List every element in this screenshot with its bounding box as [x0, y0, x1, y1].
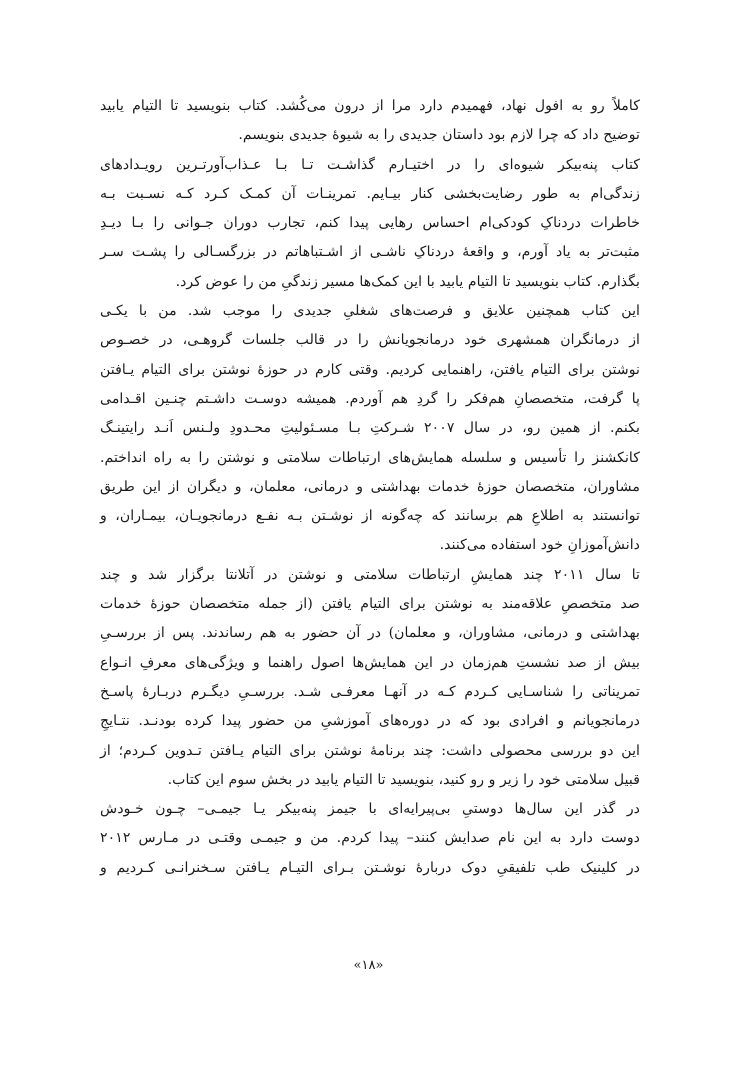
text-line: بیش از صد نشستِ هم‌زمان در این همایش‌ها اصول راهنما و ویژگی‌های معرفِ انـواع: [100, 654, 640, 671]
text-line: مثبت‌تر به یاد آورم، و واقعهٔ دردناکِ ناشـی از اشـتباهاتم در بزرگسـالی را پشـت سـر: [100, 244, 640, 261]
text-line: درمانجویانم و افرادی بود که در دوره‌های آموزشیِ من حضور پیدا کرده بودنـد. نتـایجِ: [100, 713, 640, 730]
text-line: خاطرات دردناکِ کودکی‌ام احساس رهایی پیدا کنم، تجارب دوران جـوانی را بـا دیـدِ: [100, 215, 640, 232]
text-line: کاملاً رو به افول نهاد، فهمیدم دارد مرا از درون می‌کُشد. کتاب بنویسید تا التیام یابید: [100, 98, 640, 114]
text-line: بگذارم. کتاب بنویسید تا التیام یابید با این کمک‌ها مسیر زندگیِ من را عوض کرد.: [175, 273, 640, 290]
text-line: توانستند به اطلاعِ هم برسانند که چه‌گونه از نوشـتن بـه نفـع درمانجویـان، بیمـاران، و: [100, 508, 640, 525]
text-line: در گذر این سال‌ها دوستیِ بی‌پیرایه‌ای با جیمز پنه‌بیکر یـا جیمـی– چـون خـودش: [100, 801, 640, 818]
text-line: صد متخصصِ علاقه‌مند به نوشتن برای التیام یافتن (از جمله متخصصان حوزهٔ خدمات: [100, 596, 640, 613]
text-line: زندگی‌ام به طور رضایت‌بخشی کنار بیـایم. تمرینـات آن کمـک کـرد کـه نسـبت بـه: [100, 185, 640, 202]
body-text: [100, 92, 640, 883]
text-line: کتاب پنه‌بیکر شیوه‌ای را در اختیـارم گذاشـت تـا بـا عـذاب‌آورتـرین رویـدادهای: [100, 156, 640, 173]
text-line: دانش‌آموزانِ خود استفاده می‌کنند.: [439, 537, 640, 554]
text-line: این کتاب همچنین علایق و فرصت‌های شغلیِ جدیدی را موجب شد. من با یکـی: [100, 303, 640, 320]
page-number: «۱۸»: [353, 958, 384, 973]
text-line: دوست دارد به این نام صدایش کنند– پیدا کردم. من و جیمـی وقتـی در مـارس ۲۰۱۲: [100, 830, 640, 847]
text-line: تا سال ۲۰۱۱ چند همایشِ ارتباطات سلامتی و نوشتن در آتلانتا برگزار شد و چند: [100, 566, 641, 583]
text-line: بهداشتی و درمانی، مشاوران، و معلمان) در آن حضور به هم رساندند. پس از بررسـیِ: [100, 625, 640, 642]
text-line: کانکشنز را تأسیس و سلسله همایش‌های ارتباطات سلامتی و نوشتن را به راه انداختم.: [100, 449, 640, 466]
text-line: نوشتن برای التیام یافتن، راهنمایی کردیم. وقتی کارم در حوزهٔ نوشتن برای التیام یـافتن: [100, 361, 640, 378]
text-line: پا گرفت، متخصصانِ هم‌فکر را گردِ هم آوردم. همیشه دوسـت داشـتم چنـین اقـدامی: [100, 390, 640, 407]
text-line: تمریناتی را شناسـایی کـردم کـه در آنهـا معرفـی شـد. بررسـیِ دیگـرم دربـارهٔ پاسـخ: [100, 683, 640, 700]
text-line: در کلینیک طب تلفیقیِ دوک دربارهٔ نوشـتن بـرای التیـام یـافتن سـخنرانـی کـردیم و: [100, 859, 640, 876]
text-line: توضیح داد که چرا لازم بود داستان جدیدی را به شیوهٔ جدیدی بنویسم.: [238, 127, 640, 144]
text-line: این دو بررسی محصولی داشت: چند برنامهٔ نوشتن برای التیام یـافتن تـدوین کـردم؛ از: [100, 742, 640, 759]
text-line: بکنم. از همین رو، در سال ۲۰۰۷ شـرکتِ بـا مسـئولیتِ محـدودِ ولـنس اَنـد رایتینـگ: [100, 420, 640, 437]
text-line: از درمانگران همشهری خود درمانجویانش را در قالب جلسات گروهـی، در خصـوص: [100, 332, 640, 349]
text-line: مشاوران، متخصصان حوزهٔ خدمات بهداشتی و درمانی، معلمان، و دیگران از این طریق: [100, 478, 640, 495]
text-line: قبیل سلامتی خود را زیر و رو کنید، بنویسید تا التیام یابید در بخش سوم این کتاب.: [167, 771, 640, 788]
